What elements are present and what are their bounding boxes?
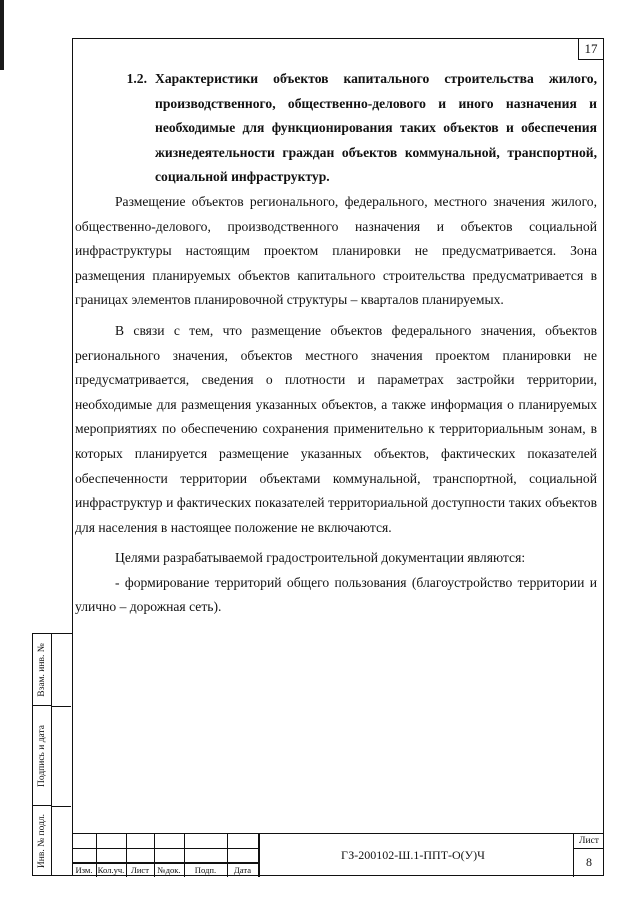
document-body bbox=[75, 67, 601, 620]
col-label-doc-no: №док. bbox=[157, 865, 181, 875]
sheet-box bbox=[573, 834, 604, 877]
col-label-signature: Подп. bbox=[194, 865, 217, 875]
sheet-number: 8 bbox=[586, 855, 592, 869]
scan-edge-mark bbox=[0, 0, 4, 70]
paragraph-2: В связи с тем, что размещение объектов федерального значения, объектов регионального значения, объектов местного значения проектом планировки не предусматривается, сведения о плотности и параметрах застройки территории, необходимые для размещения указанных объектов, а также информация о планируемых мероприятиях по обеспечению сохранения применительно к территориальным зонам, в которых планируется размещение указанных объектов, фактических показателей обеспеченности территории объектами коммунальной, транспортной, социальной инфраструктур и фактических показателей территориальной доступности таких объектов для населения в настоящее положение не включаются. bbox=[75, 322, 597, 535]
section-number: 1.2. bbox=[126, 71, 147, 86]
side-label-signature-date: Подпись и дата bbox=[37, 724, 48, 788]
col-label-qty: Кол.уч. bbox=[97, 865, 125, 875]
page-number-top: 17 bbox=[578, 38, 604, 60]
col-label-change: Изм. bbox=[75, 865, 93, 875]
side-label-replace-inv: Взам. инв. № bbox=[37, 643, 48, 697]
document-code: ГЗ-200102-Ш.1-ППТ-О(У)Ч bbox=[341, 848, 485, 862]
paragraph-1: Размещение объектов регионального, федерального, местного значения жилого, общественно-делового, производственного назначения и объектов социальной инфраструктуры настоящим проектом планировки не предусматривается. Зона размещения планируемых объектов капитального строительства предусматривается в границах элементов планировочной структуры – кварталов планируемых. bbox=[75, 193, 597, 308]
side-stamp bbox=[32, 633, 72, 876]
col-label-date: Дата bbox=[233, 865, 252, 875]
section-heading bbox=[75, 67, 601, 190]
revision-grid bbox=[72, 834, 258, 877]
title-block bbox=[72, 833, 604, 876]
paragraph-4: - формирование территорий общего пользования (благоустройство территории и улично – дорожная сеть). bbox=[75, 574, 597, 615]
side-label-inv-original: Инв. № подл. bbox=[37, 813, 48, 868]
paragraph-3: Целями разрабатываемой градостроительной документации являются: bbox=[115, 550, 526, 566]
page-frame bbox=[72, 38, 604, 876]
col-label-sheet: Лист bbox=[131, 865, 149, 875]
section-title: Характеристики объектов капитального строительства жилого, производственного, общественно-делового и иного назначения и необходимые для функционирования таких объектов и обеспечения жизнедеятельности граждан объектов коммунальной, транспортной, социальной инфраструктур. bbox=[155, 71, 597, 185]
sheet-label: Лист bbox=[574, 835, 604, 849]
